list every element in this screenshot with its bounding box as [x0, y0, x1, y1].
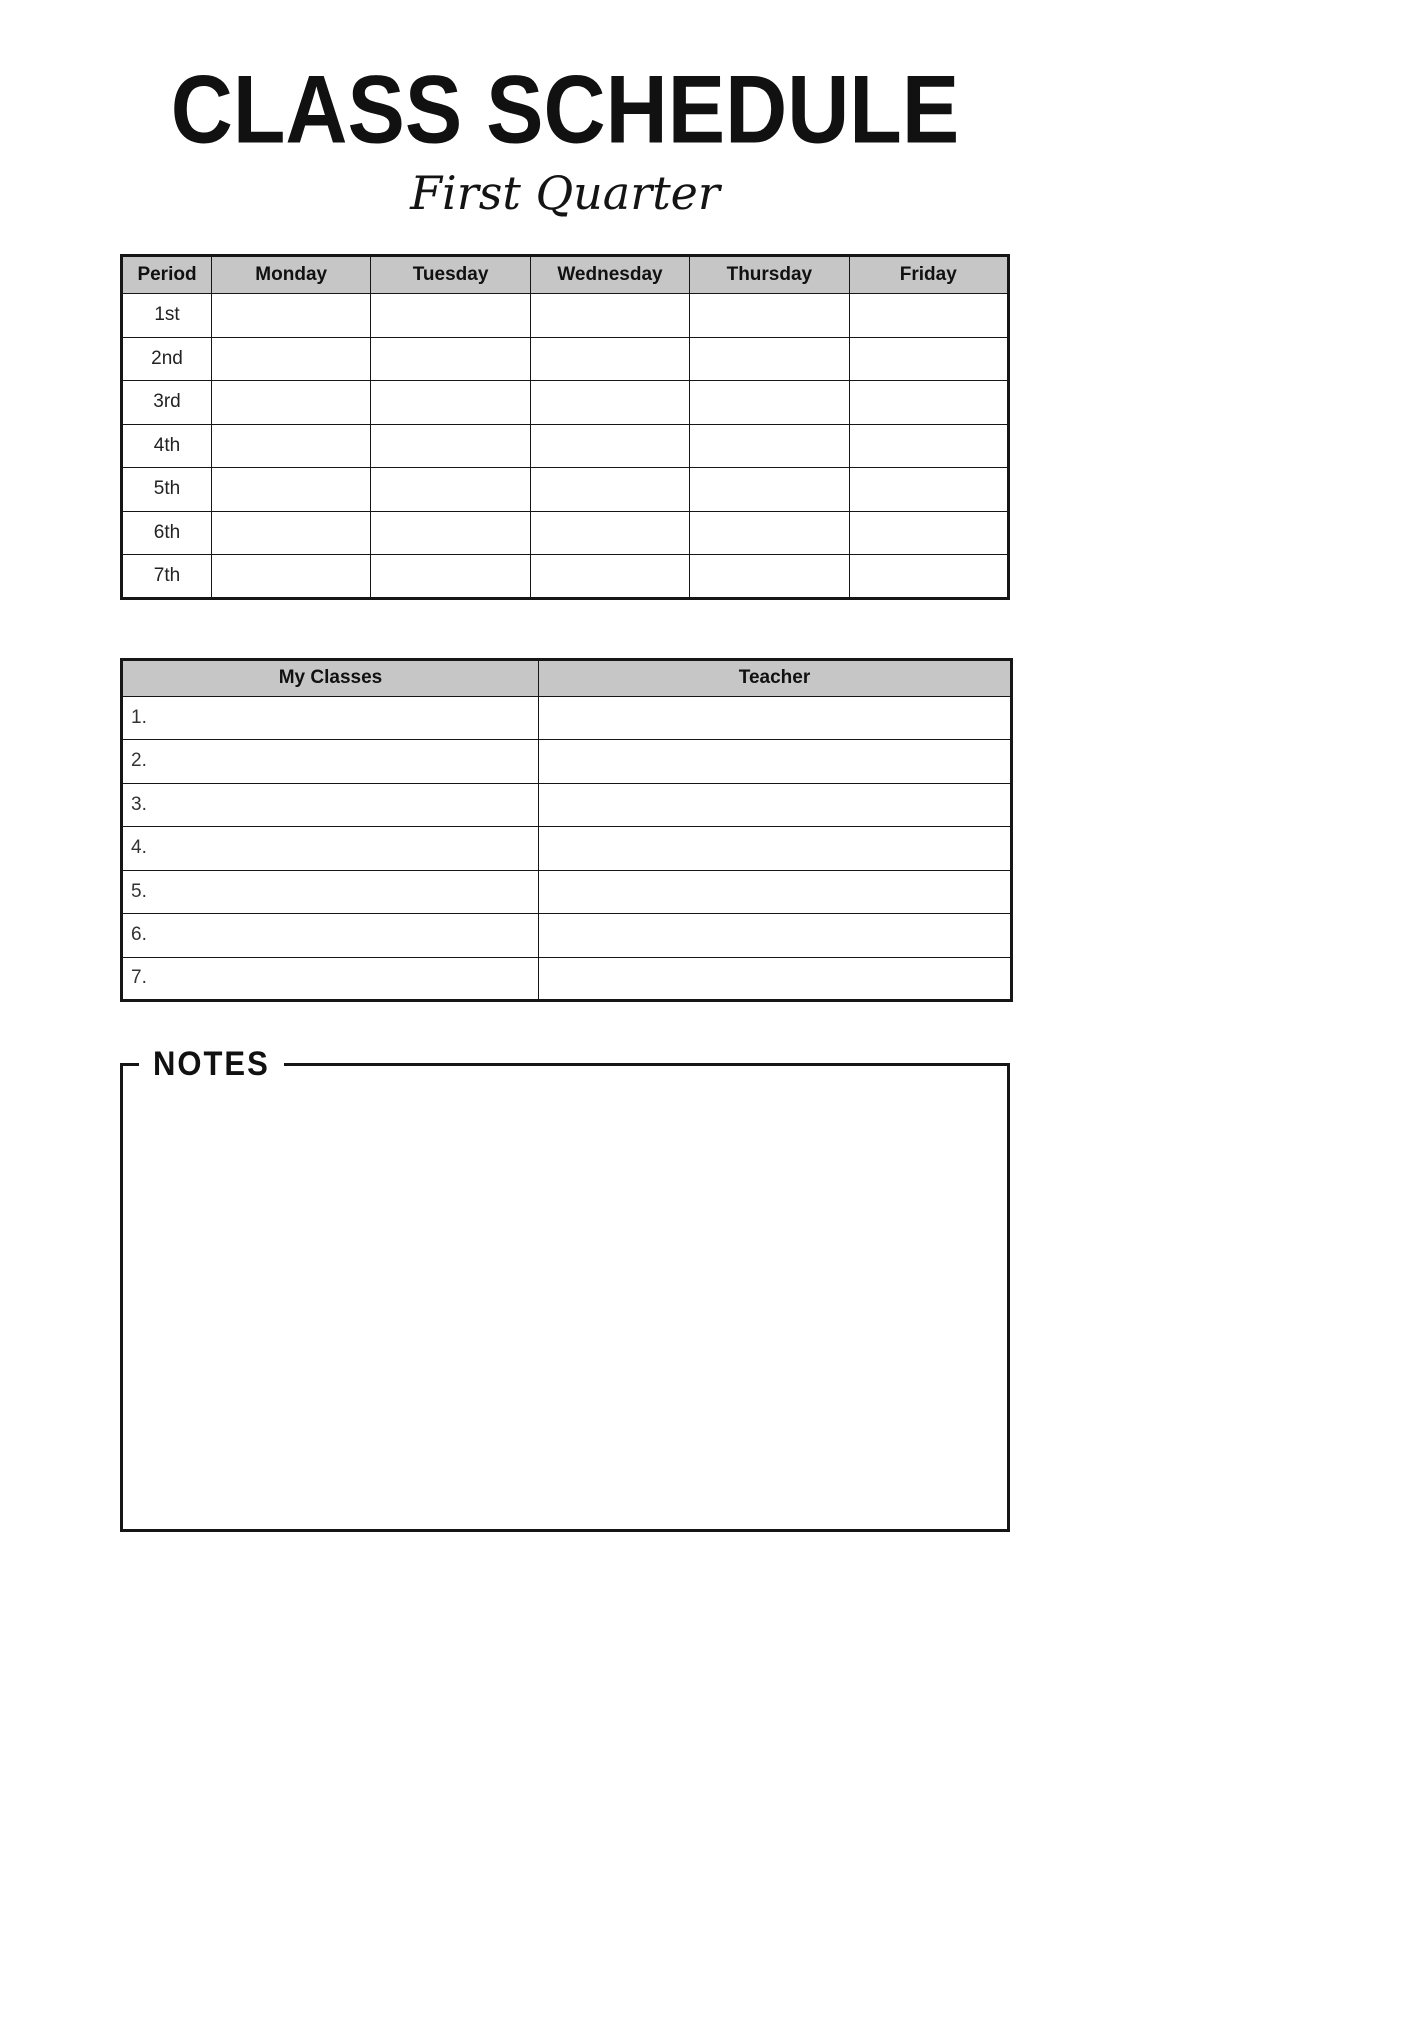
teacher-cell	[539, 740, 1012, 784]
header-my-classes: My Classes	[122, 659, 539, 696]
schedule-cell	[371, 337, 530, 381]
schedule-cell	[371, 381, 530, 425]
schedule-cell	[690, 424, 849, 468]
header-thursday: Thursday	[690, 256, 849, 294]
schedule-cell	[849, 381, 1008, 425]
schedule-cell	[212, 294, 371, 338]
classes-row	[122, 914, 1012, 958]
schedule-cell	[530, 511, 689, 555]
teacher-cell	[539, 696, 1012, 740]
schedule-cell	[849, 424, 1008, 468]
schedule-cell	[212, 511, 371, 555]
schedule-cell	[690, 468, 849, 512]
teacher-cell	[539, 827, 1012, 871]
class-name-cell: 6.	[122, 914, 539, 958]
schedule-cell	[530, 468, 689, 512]
schedule-row	[122, 381, 1009, 425]
notes-label: NOTES	[153, 1044, 270, 1083]
period-label: 2nd	[122, 337, 212, 381]
notes-area	[123, 1082, 1007, 1529]
header-friday: Friday	[849, 256, 1008, 294]
period-label: 6th	[122, 511, 212, 555]
class-name-cell: 1.	[122, 696, 539, 740]
classes-row	[122, 783, 1012, 827]
period-label: 7th	[122, 555, 212, 599]
classes-header-row	[122, 659, 1012, 696]
schedule-cell	[690, 337, 849, 381]
header-tuesday: Tuesday	[371, 256, 530, 294]
schedule-cell	[849, 511, 1008, 555]
class-name-cell: 4.	[122, 827, 539, 871]
schedule-cell	[371, 555, 530, 599]
schedule-row	[122, 424, 1009, 468]
page	[120, 0, 1010, 1532]
class-name-cell: 5.	[122, 870, 539, 914]
schedule-cell	[849, 337, 1008, 381]
schedule-cell	[849, 555, 1008, 599]
teacher-cell	[539, 914, 1012, 958]
classes-row	[122, 696, 1012, 740]
page-subtitle: First Quarter	[410, 166, 720, 220]
classes-table	[120, 658, 1013, 1003]
schedule-header-row	[122, 256, 1009, 294]
header-wednesday: Wednesday	[530, 256, 689, 294]
classes-row	[122, 957, 1012, 1001]
class-name-cell: 7.	[122, 957, 539, 1001]
teacher-cell	[539, 870, 1012, 914]
classes-row	[122, 827, 1012, 871]
teacher-cell	[539, 957, 1012, 1001]
schedule-cell	[690, 381, 849, 425]
schedule-cell	[530, 555, 689, 599]
schedule-cell	[371, 468, 530, 512]
schedule-cell	[530, 381, 689, 425]
schedule-row	[122, 511, 1009, 555]
class-name-cell: 3.	[122, 783, 539, 827]
class-name-cell: 2.	[122, 740, 539, 784]
classes-row	[122, 870, 1012, 914]
schedule-row	[122, 468, 1009, 512]
schedule-cell	[530, 424, 689, 468]
notes-section	[120, 1046, 1010, 1532]
schedule-row	[122, 555, 1009, 599]
period-label: 4th	[122, 424, 212, 468]
schedule-cell	[849, 468, 1008, 512]
schedule-cell	[530, 294, 689, 338]
schedule-cell	[530, 337, 689, 381]
page-title: CLASS SCHEDULE	[170, 56, 960, 164]
schedule-cell	[212, 424, 371, 468]
schedule-cell	[212, 381, 371, 425]
schedule-cell	[212, 555, 371, 599]
schedule-cell	[690, 511, 849, 555]
header-teacher: Teacher	[539, 659, 1012, 696]
classes-row	[122, 740, 1012, 784]
schedule-cell	[371, 511, 530, 555]
period-label: 5th	[122, 468, 212, 512]
schedule-cell	[212, 337, 371, 381]
period-label: 1st	[122, 294, 212, 338]
schedule-cell	[690, 294, 849, 338]
period-label: 3rd	[122, 381, 212, 425]
schedule-cell	[212, 468, 371, 512]
header-period: Period	[122, 256, 212, 294]
schedule-table	[120, 254, 1010, 600]
schedule-row	[122, 337, 1009, 381]
schedule-cell	[371, 294, 530, 338]
teacher-cell	[539, 783, 1012, 827]
schedule-cell	[849, 294, 1008, 338]
schedule-cell	[371, 424, 530, 468]
schedule-cell	[690, 555, 849, 599]
header-monday: Monday	[212, 256, 371, 294]
schedule-row	[122, 294, 1009, 338]
